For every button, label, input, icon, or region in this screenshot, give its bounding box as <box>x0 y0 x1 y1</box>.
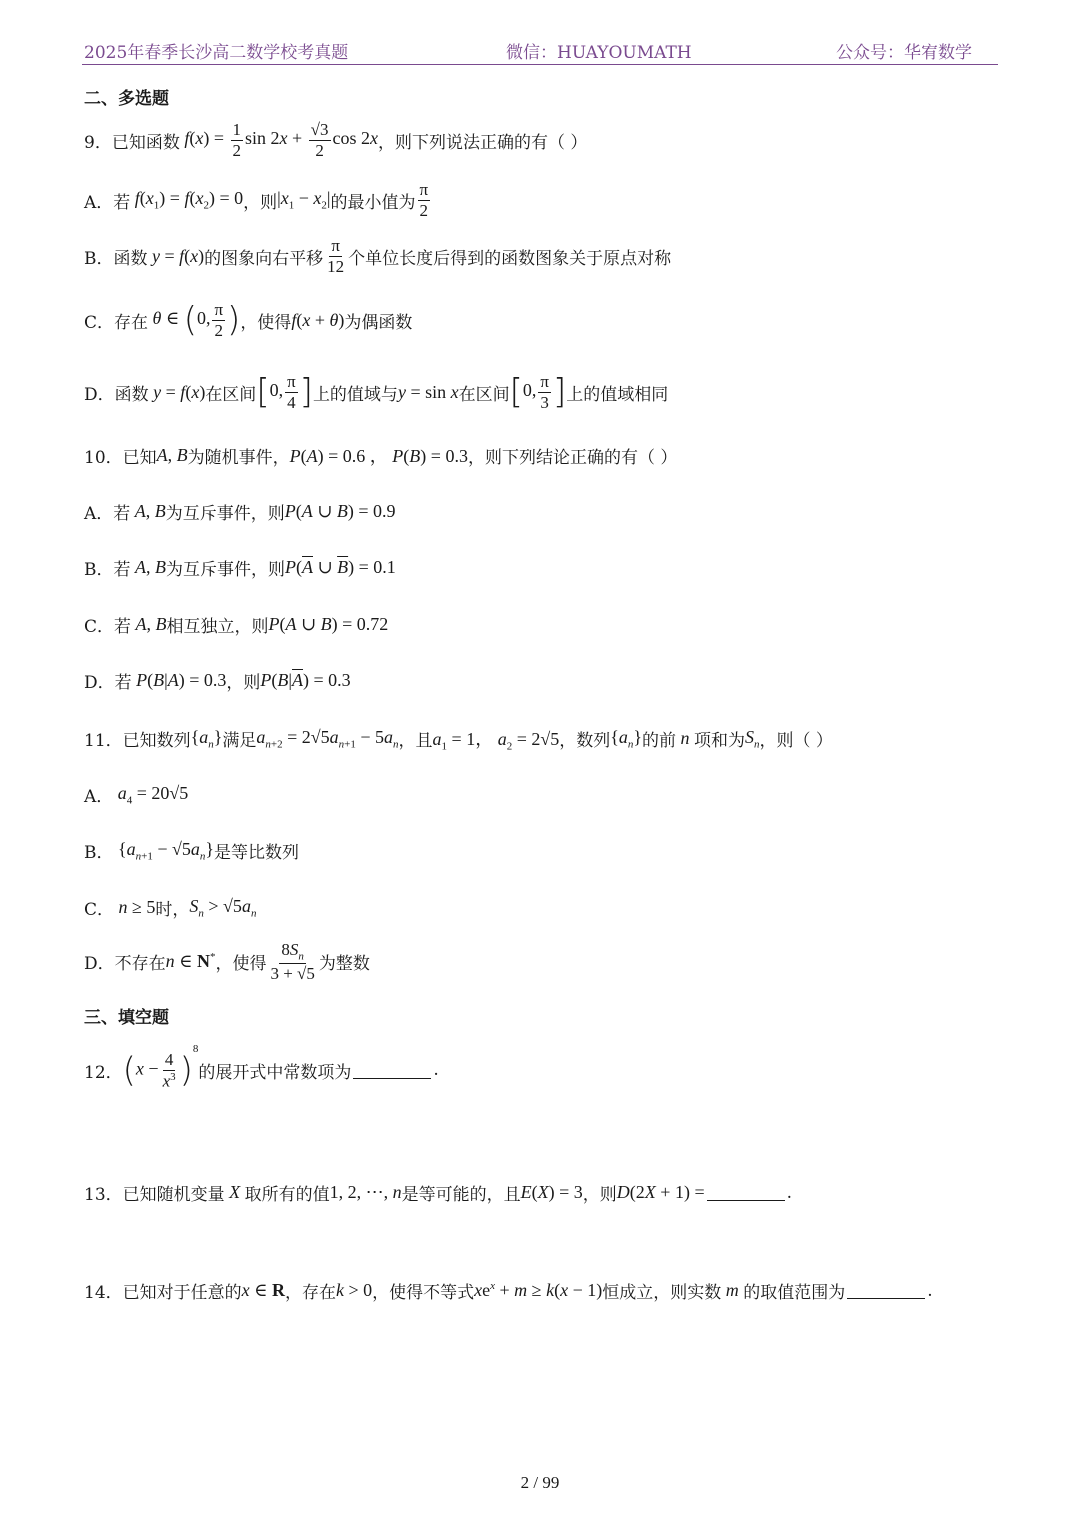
option-text: 个单位长度后得到的函数图象关于原点对称 <box>348 248 672 269</box>
q14-x: x ∈ R <box>241 1280 285 1300</box>
question-14: 14．已知对于任意的 x ∈ R ，存在 k > 0 ，使得不等式 $xe^x + m \ge k(x - 1)$ 恒成立，则实数 m 的取值范围为 . <box>84 1280 933 1303</box>
question-10-option-b <box>84 555 396 580</box>
question-11-option-d <box>84 940 370 984</box>
option-label: C．若 <box>84 617 132 637</box>
q9-text-tail: ，则下列说法正确的有（ ） <box>378 132 588 153</box>
question-9-option-c <box>84 300 412 340</box>
q9c-formula: θ ∈ (0, $\frac{\pi}{2}$ ) <box>152 300 241 341</box>
q9b-frac: $\frac{\pi}{12}$ <box>327 236 345 276</box>
option-text: 上的值域相同 <box>566 384 669 405</box>
q9a-abs: $|x_1 - x_2|$ <box>277 188 331 212</box>
question-11-stem <box>84 725 833 753</box>
q11-text: ，则（ ） <box>759 731 833 752</box>
q10d-formula: P(B|A) = 0.3 <box>136 670 227 690</box>
header-divider <box>82 64 998 65</box>
option-text: 为互斥事件，则 <box>165 504 285 524</box>
option-text: 在区间 <box>205 384 257 405</box>
q10b-formula: $P(\overline{A}$ ∪ $\overline{B}) = 0.1$ <box>285 557 396 577</box>
q11d-cond: n ∈ N* <box>165 951 216 972</box>
option-text: 相互独立，则 <box>166 617 269 637</box>
option-label: D．函数 <box>84 384 149 405</box>
q11-initial: $a_1 = 1$， $a_2 = 2√5$ <box>432 729 560 753</box>
q10c-formula: P(A ∪ B) = 0.72 <box>268 614 389 634</box>
option-text: 上的值域与 <box>312 384 398 405</box>
option-label: A． <box>84 787 114 807</box>
q11-seq: $\{a_n\}$ <box>190 727 223 751</box>
q13-var: X <box>224 1182 245 1202</box>
header-wechat: 微信：HUAYOUMATH <box>506 43 692 63</box>
option-text: ，则 <box>243 192 278 213</box>
question-10-option-c <box>84 612 388 637</box>
q13-values: 1, 2, ⋯, n <box>329 1182 402 1202</box>
header-title: 2025年春季长沙高二数学校考真题 <box>84 43 349 63</box>
q11-text: 的前 <box>642 731 677 752</box>
q9d-interval-1: [0, $\frac{\pi}{4}$ ] <box>256 372 313 413</box>
option-text: ，使得 <box>215 954 267 975</box>
q13-text: ，则 <box>582 1185 617 1205</box>
option-label: B．函数 <box>84 248 148 269</box>
q11-text: 满足 <box>222 731 257 752</box>
q14-k: k > 0 <box>335 1280 373 1300</box>
q11a-formula: $a_4 = 20√5$ <box>117 782 189 807</box>
option-text: ，则 <box>226 673 261 693</box>
q10-text: 10．已知 <box>84 447 157 468</box>
q11c-cond: n ≥ 5 <box>118 897 156 917</box>
q9d-formula: y = f(x) <box>153 381 206 402</box>
q11-text: 项和为 <box>694 731 746 752</box>
q14-ineq: $xe^x + m \ge k(x - 1)$ <box>474 1280 603 1300</box>
q10-probs: P(A) = 0.6 ， P(B) = 0.3 <box>289 446 468 466</box>
q13-text: 13．已知随机变量 <box>84 1185 225 1205</box>
header-public-account: 公众号：华宥数学 <box>836 43 972 63</box>
q9d-formula-2: y = sin x <box>397 381 459 402</box>
q14-text: 恒成立，则实数 <box>602 1283 722 1303</box>
q13-answer-blank[interactable] <box>707 1184 785 1201</box>
option-label: B． <box>84 843 114 863</box>
question-10-stem <box>84 442 677 468</box>
q10d-formula-2: $P(B|\overline{A}) = 0.3$ <box>260 670 351 690</box>
q13-text: 取所有的值 <box>244 1185 330 1205</box>
q10a-events: A, B <box>134 501 166 521</box>
q11c-formula: $S_n > √5a_n$ <box>189 895 257 920</box>
q9d-interval-2: [0, $\frac{\pi}{3}$ ] <box>509 372 567 413</box>
question-13: 13．已知随机变量 X 取所有的值 1, 2, ⋯, n 是等可能的，且 E(X) = 3 ，则 D(2X + 1) = . <box>84 1182 792 1205</box>
section-title-multiple-choice: 二、多选题 <box>84 89 169 109</box>
q12-num: 12． <box>84 1062 123 1083</box>
q13-text: 是等可能的，且 <box>401 1185 521 1205</box>
option-label: C． <box>84 900 115 920</box>
q9b-formula: y = f(x) <box>152 245 205 266</box>
q12-formula: (x − $\frac{4}{x^3}$ )$^8$ <box>122 1042 199 1091</box>
q14-text: 的取值范围为 <box>743 1283 846 1303</box>
q12-answer-blank[interactable] <box>353 1062 431 1079</box>
q11-text: ，数列 <box>559 731 611 752</box>
question-10-option-d <box>84 668 351 693</box>
option-text: 是等比数列 <box>214 843 300 863</box>
page-number: 2 / 99 <box>520 1473 560 1492</box>
q10-events: A, B <box>156 444 188 465</box>
q14-answer-blank[interactable] <box>847 1282 925 1299</box>
q11-text: ，且 <box>398 731 433 752</box>
option-text: 的最小值为 <box>330 192 416 213</box>
option-text: 为互斥事件，则 <box>166 560 285 580</box>
q9-formula: f(x) = $\frac{1}{2}$ sin 2x + $\frac{√3}{2}$ cos 2x <box>184 120 379 160</box>
q14-m: m <box>721 1280 744 1300</box>
section-title-fill-in: 三、填空题 <box>84 1008 169 1028</box>
question-9-option-a <box>84 180 432 220</box>
question-10-option-a <box>84 499 396 524</box>
question-11-option-a <box>84 782 188 807</box>
q11b-formula: $\{a_{n+1} - √5a_n\}$ <box>113 838 215 863</box>
q14-text: ，使得不等式 <box>372 1283 475 1303</box>
q11-seq-2: $\{a_n\}$ <box>610 727 643 751</box>
q10-text: ，则下列结论正确的有（ ） <box>467 447 678 468</box>
option-label: C．存在 <box>84 312 149 333</box>
q13-expect: E(X) = 3 <box>520 1182 583 1202</box>
q10-text: 为随机事件， <box>187 447 290 468</box>
question-9-option-d <box>84 372 668 412</box>
q11-sum: $S_n$ <box>745 727 760 751</box>
question-11-option-b <box>84 838 299 863</box>
q12-text: 的展开式中常数项为 <box>198 1062 352 1083</box>
q9c-formula-2: f(x + θ) <box>291 309 345 330</box>
option-label: D．不存在 <box>84 954 166 975</box>
q11d-frac: $\frac{8S_n}{3 + √5}$ <box>270 940 315 984</box>
option-text: 的图象向右平移 <box>204 248 324 269</box>
q10c-events: A, B <box>135 614 167 634</box>
option-label: B．若 <box>84 560 131 580</box>
question-9-option-b <box>84 236 671 276</box>
q11-n: n <box>676 728 695 749</box>
option-text: 为整数 <box>318 954 370 975</box>
question-12: 12． (x − $\frac{4}{x^3}$ )$^8$ 的展开式中常数项为 . <box>84 1042 439 1091</box>
question-11-option-c <box>84 895 256 920</box>
option-text: 时， <box>155 900 190 920</box>
q14-text: ，存在 <box>284 1283 336 1303</box>
q9a-formula: $f(x_1) = f(x_2) = 0$ <box>134 188 244 212</box>
question-9-stem <box>84 120 587 160</box>
q14-text: 14．已知对于任意的 <box>84 1283 242 1303</box>
q9-text: 9．已知函数 <box>84 132 180 153</box>
q13-var-formula: D(2X + 1) = <box>616 1182 705 1202</box>
option-label: A．若 <box>84 192 131 213</box>
option-label: A．若 <box>84 504 131 524</box>
option-text: 为偶函数 <box>344 312 413 333</box>
option-text: 在区间 <box>458 384 510 405</box>
option-label: D．若 <box>84 673 132 693</box>
option-text: ，使得 <box>240 312 292 333</box>
q10b-events: A, B <box>135 557 166 577</box>
q11-recurrence: $a_{n+2} = 2√5a_{n+1} - 5a_n$ <box>256 727 399 751</box>
q9a-frac: $\frac{\pi}{2}$ <box>419 180 429 220</box>
q10a-formula: P(A ∪ B) = 0.9 <box>284 501 396 521</box>
q11-text: 11．已知数列 <box>84 731 191 752</box>
